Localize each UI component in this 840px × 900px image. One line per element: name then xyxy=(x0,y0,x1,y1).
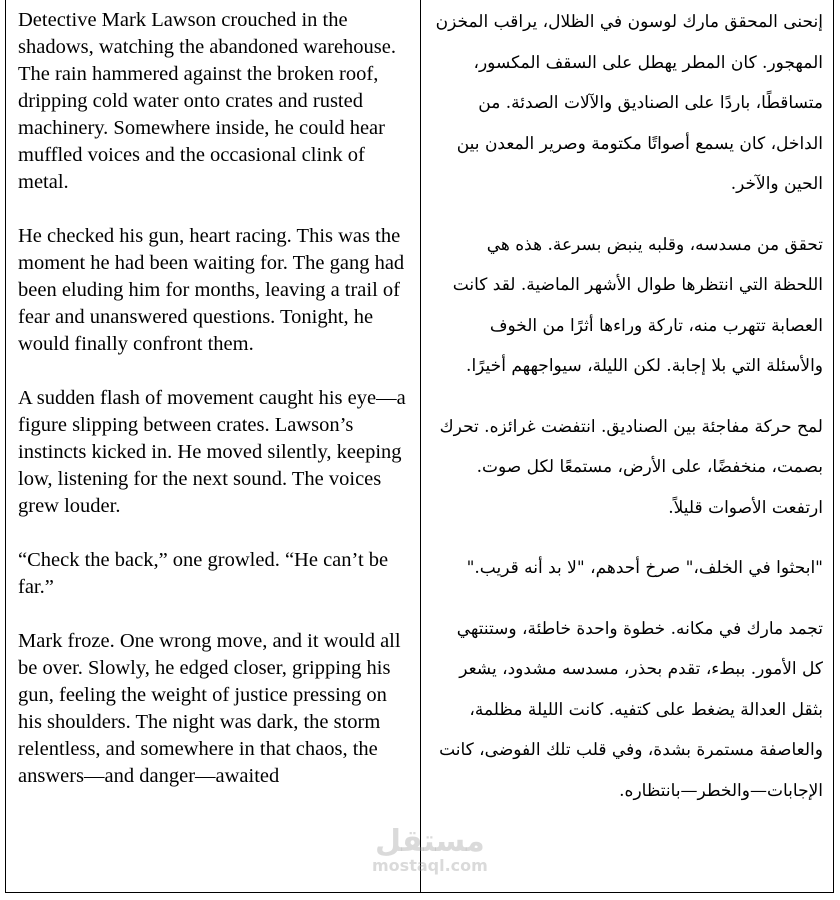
english-paragraph: Detective Mark Lawson crouched in the shadows, watching the abandoned warehouse. The rain hammered against the broken roof, dripping cold water onto crates and rusted machinery. Somewhere inside, he could hear muffled voices and the occasional clink of metal. xyxy=(18,9,396,193)
arabic-column xyxy=(421,0,833,892)
english-column xyxy=(6,0,421,892)
english-paragraph: “Check the back,” one growled. “He can’t be far.” xyxy=(18,549,389,598)
watermark-latin: mostaql.com xyxy=(372,856,488,875)
watermark-arabic: مستقل xyxy=(375,824,485,859)
arabic-paragraph: لمح حركة مفاجئة بين الصناديق. انتفضت غرائزه. تحرك بصمت، منخفضًا، على الأرض، مستمعًا لكل صوت. ارتفعت الأصوات قليلاً. xyxy=(439,416,823,518)
arabic-paragraph: إنحنى المحقق مارك لوسون في الظلال، يراقب المخزن المهجور. كان المطر يهطل على السقف المكسور، متساقطًا، باردًا على الصناديق والآلات الصدئة. من الداخل، كان يسمع أصواتًا مكتومة وصرير المعدن بين الحين والآخر. xyxy=(435,12,823,194)
arabic-paragraph: تجمد مارك في مكانه. خطوة واحدة خاطئة، وستنتهي كل الأمور. ببطء، تقدم بحذر، مسدسه مشدود، يشعر بثقل العدالة يضغط على كتفيه. كانت الليلة مظلمة، والعاصفة مستمرة بشدة، وفي قلب تلك الفوضى، كانت الإجابات—والخطر—بانتظاره. xyxy=(439,618,823,801)
bilingual-table xyxy=(5,0,834,893)
arabic-paragraph: تحقق من مسدسه، وقلبه ينبض بسرعة. هذه هي اللحظة التي انتظرها طوال الأشهر الماضية. لقد كانت العصابة تتهرب منه، تاركة وراءها أثرًا من الخوف والأسئلة التي بلا إجابة. لكن الليلة، سيواجههم أخيرًا. xyxy=(452,234,823,376)
english-paragraph: A sudden flash of movement caught his eye—a figure slipping between crates. Lawson’s instincts kicked in. He moved silently, keeping low, listening for the next sound. The voices grew louder. xyxy=(18,387,406,517)
english-paragraph: He checked his gun, heart racing. This was the moment he had been waiting for. The gang had been eluding him for months, leaving a trail of fear and unanswered questions. Tonight, he would finally confront them. xyxy=(18,225,405,355)
english-paragraph: Mark froze. One wrong move, and it would all be over. Slowly, he edged closer, gripping his gun, feeling the weight of justice pressing on his shoulders. The night was dark, the storm relentless, and somewhere in that chaos, the answers—and danger—awaited xyxy=(18,630,401,787)
arabic-paragraph: "ابحثوا في الخلف،" صرخ أحدهم، "لا بد أنه قريب." xyxy=(466,558,823,578)
